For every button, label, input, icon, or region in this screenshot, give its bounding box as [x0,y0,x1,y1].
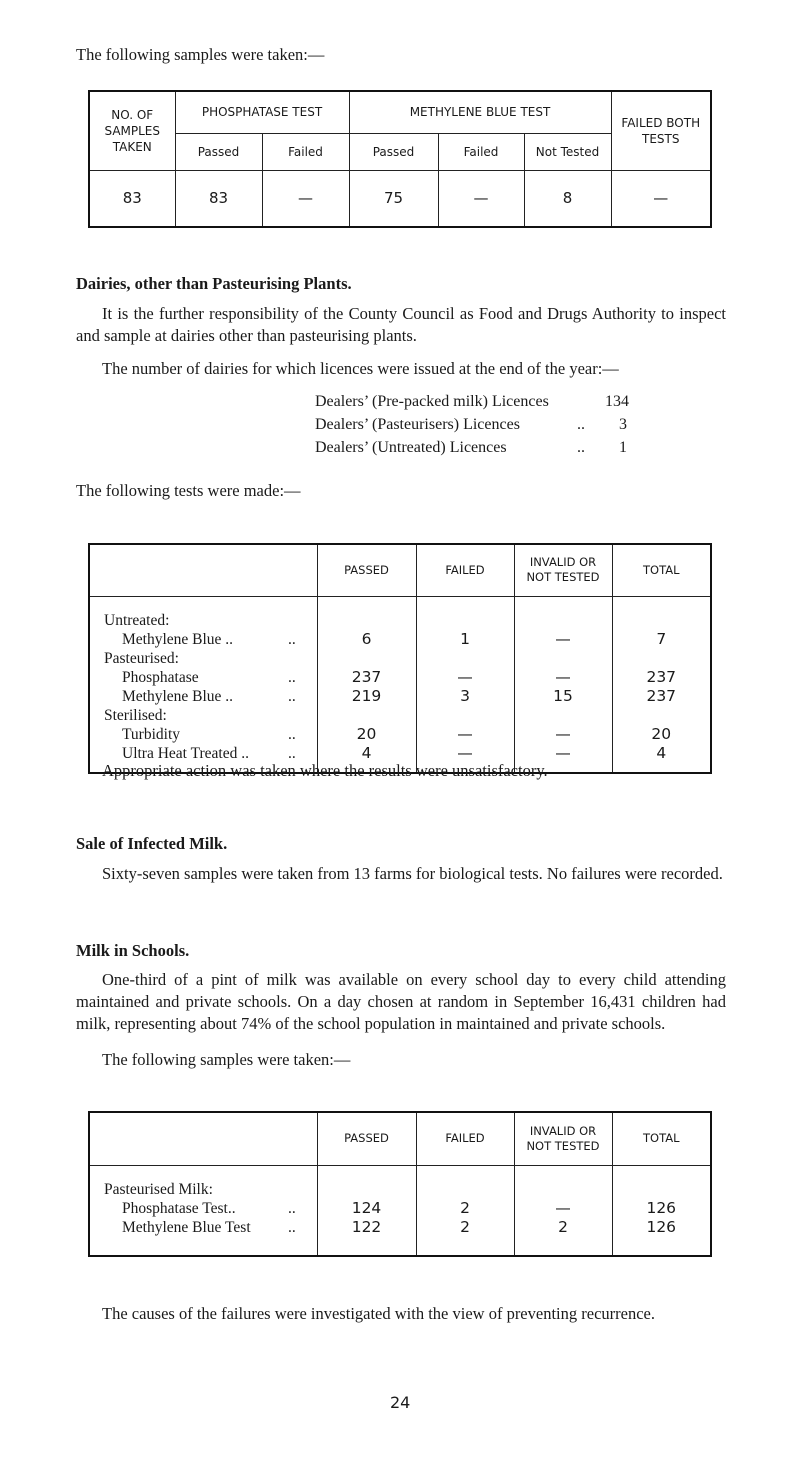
intro-text: The following samples were taken:— [76,45,325,64]
header-invalid-or-not-tested: INVALID OR NOT TESTED [514,544,612,596]
licence-value: 134 [605,393,629,410]
labels-column [89,596,317,773]
cell-methylene-passed: 75 [349,170,438,227]
passed-column: 124 122 [317,1165,416,1256]
dairies-paragraph: It is the further responsibility of the County Council as Food and Drugs Authority to inspect and sample at dairies other than pasteurising plants. [76,304,726,345]
leader-dots: .. [577,416,585,433]
schools-samples-intro: The following samples were taken:— [102,1050,351,1069]
header-passed: PASSED [317,1112,416,1165]
dairy-tests-table [88,543,712,774]
table-row [89,170,711,227]
row-label: Untreated: [104,611,170,629]
leader-dots: .. [288,1199,296,1217]
subheader-passed: Passed [175,133,262,170]
labels-column [89,1165,317,1256]
licence-label: Dealers’ (Pre-packed milk) Licences [315,393,549,410]
cell-failed-both: — [611,170,711,227]
header-failed: FAILED [416,544,514,596]
milk-in-schools-paragraph: One-third of a pint of milk was available on every school day to every child attending maintained and private schools. On a day chosen at random in September 16,431 children had milk, representing about 74% of the school population in maintained and private schools. [76,970,726,1033]
leader-dots: .. [288,725,296,743]
cell-methylene-not-tested: 8 [524,170,611,227]
leader-dots: .. [577,439,585,456]
subheader-passed: Passed [349,133,438,170]
licence-value: 1 [619,439,627,456]
leader-dots: .. [288,668,296,686]
subheader-failed: Failed [262,133,349,170]
header-phosphatase-test: PHOSPHATASE TEST [175,91,349,133]
licence-row [315,437,635,459]
cell-methylene-failed: — [438,170,524,227]
row-label: Pasteurised: [104,649,179,667]
row-label: Phosphatase .. [122,668,296,686]
subheader-failed: Failed [438,133,524,170]
invalid-column: — — 15 — — [514,596,612,773]
dairies-heading: Dairies, other than Pasteurising Plants. [76,274,352,293]
header-failed-both-tests: FAILED BOTH TESTS [611,91,711,170]
action-text: Appropriate action was taken where the results were unsatisfactory. [102,761,548,780]
leader-dots: .. [288,1218,296,1236]
leader-dots: .. [288,744,296,762]
cell-phosphatase-passed: 83 [175,170,262,227]
total-column: 126 126 [612,1165,711,1256]
licence-label: Dealers’ (Pasteurisers) Licences [315,416,520,433]
row-label: Methylene Blue .. .. [122,687,296,705]
leader-dots: .. [288,687,296,705]
samples-table [88,90,712,228]
licence-label: Dealers’ (Untreated) Licences [315,439,507,456]
failed-column: 2 2 [416,1165,514,1256]
header-invalid-or-not-tested: INVALID OR NOT TESTED [514,1112,612,1165]
infected-milk-heading: Sale of Infected Milk. [76,834,228,853]
header-total: TOTAL [612,1112,711,1165]
row-label: Phosphatase Test.. .. [122,1199,296,1217]
header-failed: FAILED [416,1112,514,1165]
row-label: Sterilised: [104,706,167,724]
row-label: Pasteurised Milk: [104,1180,213,1198]
closing-text: The causes of the failures were investigated with the view of preventing recurrence. [102,1304,655,1323]
school-milk-table [88,1111,712,1257]
licence-value: 3 [619,416,627,433]
header-blank [89,1112,317,1165]
row-label: Turbidity .. [122,725,296,743]
infected-milk-paragraph: Sixty-seven samples were taken from 13 farms for biological tests. No failures were recorded. [102,864,723,883]
licence-row [315,414,635,436]
row-label: Methylene Blue Test .. [122,1218,296,1236]
licence-row [315,391,635,413]
row-label: Ultra Heat Treated .. .. [122,744,296,762]
tests-intro: The following tests were made:— [76,481,301,500]
subheader-not-tested: Not Tested [524,133,611,170]
failed-column: 1 — 3 — — [416,596,514,773]
header-samples-taken: NO. OF SAMPLES TAKEN [89,91,175,170]
header-methylene-blue-test: METHYLENE BLUE TEST [349,91,611,133]
page-number: 24 [390,1393,411,1412]
header-passed: PASSED [317,544,416,596]
leader-dots: .. [288,630,296,648]
header-blank [89,544,317,596]
invalid-column: — 2 [514,1165,612,1256]
cell-phosphatase-failed: — [262,170,349,227]
total-column: 7 237 237 20 4 [612,596,711,773]
cell-samples-taken: 83 [89,170,175,227]
passed-column: 6 237 219 20 4 [317,596,416,773]
header-total: TOTAL [612,544,711,596]
row-label: Methylene Blue .. .. [122,630,296,648]
milk-in-schools-heading: Milk in Schools. [76,941,190,960]
licences-intro: The number of dairies for which licences were issued at the end of the year:— [102,359,619,378]
